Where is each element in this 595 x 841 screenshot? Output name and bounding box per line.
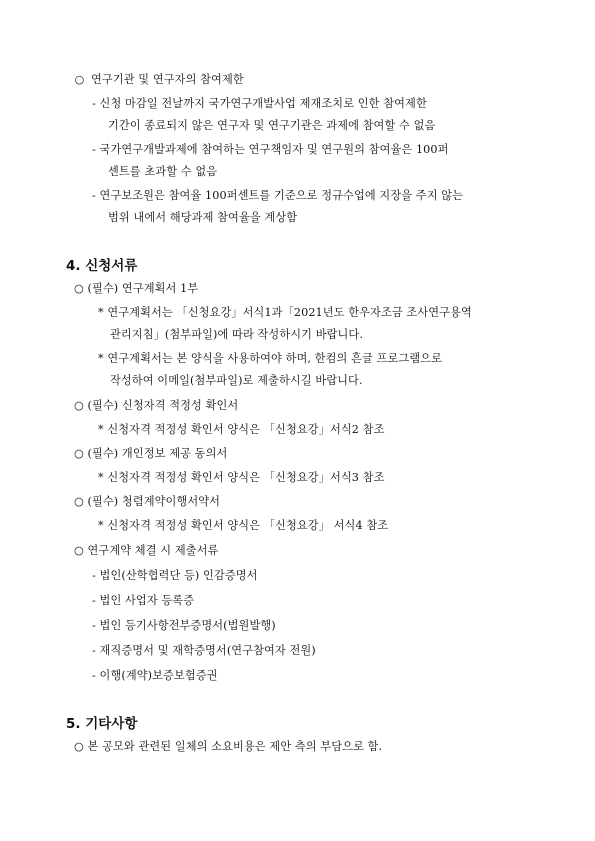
section-heading: 5. 기타사항 <box>66 716 138 732</box>
list-item: - 이행(계약)보증보험증권 <box>92 669 218 682</box>
list-item: - 법인 사업자 등록증 <box>92 594 195 607</box>
list-item-continuation: 기간이 종료되지 않은 연구자 및 연구기관은 과제에 참여할 수 없음 <box>108 119 436 132</box>
note-line: * 신청자격 적정성 확인서 양식은 「신청요강」 서식4 참조 <box>98 519 389 532</box>
list-item: - 법인 등기사항전부증명서(법원발행) <box>92 619 276 632</box>
misc-item: ○ 본 공모와 관련된 일체의 소요비용은 제안 측의 부담으로 함. <box>74 740 383 753</box>
required-document-item: ○ (필수) 개인정보 제공 동의서 <box>74 447 228 460</box>
note-line-continuation: 관리지침」(첨부파일)에 따라 작성하시기 바랍니다. <box>110 328 363 341</box>
note-line: * 신청자격 적정성 확인서 양식은 「신청요강」서식2 참조 <box>98 423 385 436</box>
circle-bullet-icon: ○ <box>74 73 85 86</box>
required-document-item: ○ (필수) 청렴계약이행서약서 <box>74 495 221 508</box>
list-item: - 국가연구개발과제에 참여하는 연구책임자 및 연구원의 참여율은 100퍼 <box>92 143 449 156</box>
note-line-continuation: 작성하여 이메일(첨부파일)로 제출하시길 바랍니다. <box>110 374 363 387</box>
section-heading: 4. 신청서류 <box>66 258 138 274</box>
list-item-continuation: 범위 내에서 해당과제 참여율을 계상함 <box>108 211 298 224</box>
list-item-continuation: 센트를 초과할 수 없음 <box>108 165 218 178</box>
note-line: * 연구계획서는 본 양식을 사용하여야 하며, 한컴의 흔글 프로그램으로 <box>98 352 442 365</box>
list-item: - 신청 마감일 전날까지 국가연구개발사업 제재조치로 인한 참여제한 <box>92 97 427 110</box>
participation-limit-title: ○ 연구기관 및 연구자의 참여제한 <box>74 73 244 86</box>
note-line: * 연구계획서는 「신청요강」서식1과「2021년도 한우자조금 조사연구용역 <box>98 306 472 319</box>
note-line: * 신청자격 적정성 확인서 양식은 「신청요강」서식3 참조 <box>98 471 385 484</box>
list-item: - 재직증명서 및 재학증명서(연구참여자 전원) <box>92 644 316 657</box>
list-item: - 법인(산학협력단 등) 인감증명서 <box>92 569 258 582</box>
contract-documents-title: ○ 연구계약 체결 시 제출서류 <box>74 544 219 557</box>
required-document-item: ○ (필수) 연구계획서 1부 <box>74 282 199 295</box>
list-item: - 연구보조원은 참여율 100퍼센트를 기준으로 정규수업에 지장을 주지 않는 <box>92 189 464 202</box>
required-document-item: ○ (필수) 신청자격 적정성 확인서 <box>74 399 239 412</box>
